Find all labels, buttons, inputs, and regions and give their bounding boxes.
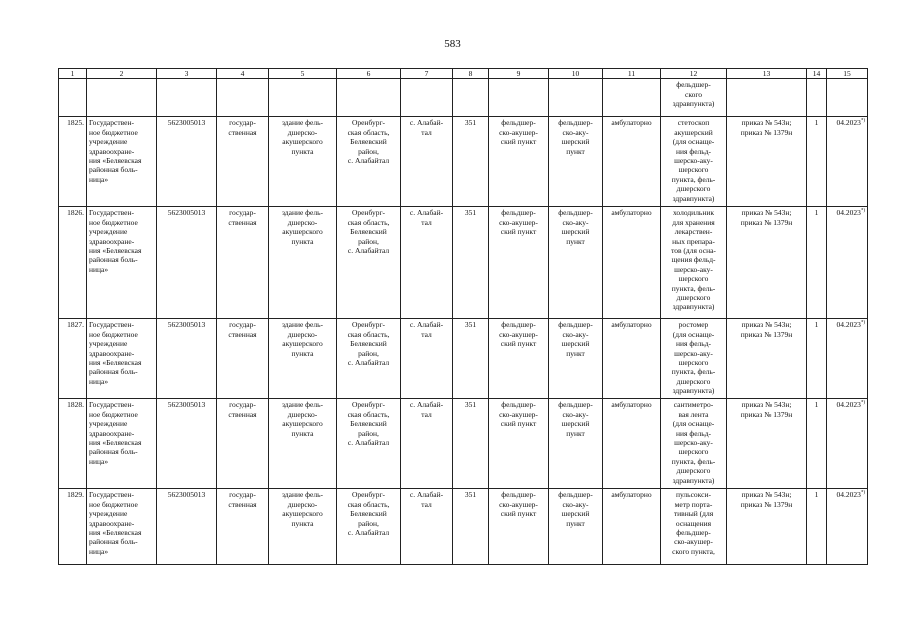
cell-order: приказ № 543н; приказ № 1379н — [727, 489, 807, 565]
footnote-mark: *) — [860, 320, 865, 326]
date-value: 04.2023 — [836, 320, 861, 330]
table-row — [59, 117, 868, 207]
cell-row-number: 1829. — [59, 489, 87, 565]
cell-building: здание фель- дшерско- акушерского пункта — [269, 319, 337, 399]
cell-locality: с. Алабай- тал — [401, 489, 453, 565]
cell-equipment: фельдшер- ского здравпункта) — [661, 79, 727, 117]
column-number: 6 — [337, 69, 401, 79]
cell-date — [827, 207, 868, 319]
cell-code: 351 — [453, 207, 489, 319]
column-number: 2 — [87, 69, 157, 79]
cell-quantity: 1 — [807, 489, 827, 565]
cell-building: здание фель- дшерско- акушерского пункта — [269, 489, 337, 565]
table-row — [59, 319, 868, 399]
cell-building: здание фель- дшерско- акушерского пункта — [269, 207, 337, 319]
cell-code: 351 — [453, 319, 489, 399]
table-row — [59, 489, 868, 565]
cell-unit-type: фельдшер- ско-аку- шерский пункт — [549, 207, 603, 319]
cell-building: здание фель- дшерско- акушерского пункта — [269, 117, 337, 207]
column-number: 5 — [269, 69, 337, 79]
cell-unit-type: фельдшер- ско-аку- шерский пункт — [549, 117, 603, 207]
cell-date — [827, 117, 868, 207]
cell-organization: Государствен- ное бюджетное учреждение здравоохране- ния «Беляевская районная боль- ница» — [87, 319, 157, 399]
cell-empty — [727, 79, 807, 117]
cell-care-form: амбулаторно — [603, 207, 661, 319]
cell-address: Оренбург- ская область, Беляевский район, с. Алабайтал — [337, 319, 401, 399]
cell-empty — [59, 79, 87, 117]
cell-organization: Государствен- ное бюджетное учреждение здравоохране- ния «Беляевская районная боль- ница» — [87, 207, 157, 319]
cell-empty — [807, 79, 827, 117]
date-value: 04.2023 — [836, 400, 861, 410]
cell-address: Оренбург- ская область, Беляевский район, с. Алабайтал — [337, 489, 401, 565]
column-number: 7 — [401, 69, 453, 79]
cell-unit-type: фельдшер- ско-аку- шерский пункт — [549, 489, 603, 565]
cell-unit: фельдшер- ско-акушер- ский пункт — [489, 117, 549, 207]
cell-quantity: 1 — [807, 319, 827, 399]
cell-quantity: 1 — [807, 399, 827, 489]
footnote-mark: *) — [860, 208, 865, 214]
cell-row-number: 1827. — [59, 319, 87, 399]
date-value: 04.2023 — [836, 118, 861, 128]
cell-ownership: государ- ственная — [217, 489, 269, 565]
column-number: 9 — [489, 69, 549, 79]
cell-empty — [401, 79, 453, 117]
footnote-mark: *) — [860, 118, 865, 124]
column-number: 4 — [217, 69, 269, 79]
cell-equipment: сантиметро- вая лента (для оснаще- ния фельд- шерско-аку- шерского пункта, фель- дшерского здравпункта) — [661, 399, 727, 489]
cell-unit: фельдшер- ско-акушер- ский пункт — [489, 399, 549, 489]
cell-date — [827, 399, 868, 489]
cell-inn: 5623005013 — [157, 489, 217, 565]
cell-date — [827, 489, 868, 565]
continuation-row — [59, 79, 868, 117]
cell-locality: с. Алабай- тал — [401, 207, 453, 319]
cell-date — [827, 319, 868, 399]
cell-organization: Государствен- ное бюджетное учреждение здравоохране- ния «Беляевская районная боль- ница» — [87, 399, 157, 489]
cell-inn: 5623005013 — [157, 117, 217, 207]
cell-inn: 5623005013 — [157, 207, 217, 319]
cell-quantity: 1 — [807, 117, 827, 207]
column-number: 8 — [453, 69, 489, 79]
cell-row-number: 1828. — [59, 399, 87, 489]
cell-equipment: холодильник для хранения лекарствен- ных препара- тов (для осна- щения фельд- шерско-аку- шерского пункта, фель- дшерского здравпункта) — [661, 207, 727, 319]
column-number: 11 — [603, 69, 661, 79]
column-number: 12 — [661, 69, 727, 79]
page-number: 583 — [444, 38, 461, 50]
cell-ownership: государ- ственная — [217, 117, 269, 207]
cell-code: 351 — [453, 117, 489, 207]
cell-order: приказ № 543н; приказ № 1379н — [727, 399, 807, 489]
cell-care-form: амбулаторно — [603, 319, 661, 399]
column-number-row — [59, 69, 868, 79]
date-value: 04.2023 — [836, 208, 861, 218]
registry-table — [58, 68, 868, 565]
cell-empty — [827, 79, 868, 117]
cell-empty — [603, 79, 661, 117]
cell-order: приказ № 543н; приказ № 1379н — [727, 319, 807, 399]
column-number: 1 — [59, 69, 87, 79]
cell-row-number: 1825. — [59, 117, 87, 207]
cell-inn: 5623005013 — [157, 319, 217, 399]
cell-empty — [87, 79, 157, 117]
column-number: 14 — [807, 69, 827, 79]
cell-locality: с. Алабай- тал — [401, 399, 453, 489]
cell-unit: фельдшер- ско-акушер- ский пункт — [489, 319, 549, 399]
cell-row-number: 1826. — [59, 207, 87, 319]
cell-order: приказ № 543н; приказ № 1379н — [727, 117, 807, 207]
cell-equipment: пульсокси- метр порта- тивный (для оснащения фельдшер- ско-акушер- ского пункта, — [661, 489, 727, 565]
cell-unit: фельдшер- ско-акушер- ский пункт — [489, 489, 549, 565]
cell-empty — [489, 79, 549, 117]
cell-inn: 5623005013 — [157, 399, 217, 489]
column-number: 10 — [549, 69, 603, 79]
cell-empty — [217, 79, 269, 117]
footnote-mark: *) — [860, 490, 865, 496]
cell-order: приказ № 543н; приказ № 1379н — [727, 207, 807, 319]
cell-address: Оренбург- ская область, Беляевский район, с. Алабайтал — [337, 399, 401, 489]
column-number: 15 — [827, 69, 868, 79]
cell-empty — [337, 79, 401, 117]
cell-empty — [453, 79, 489, 117]
cell-code: 351 — [453, 399, 489, 489]
cell-empty — [549, 79, 603, 117]
cell-equipment: стетоскоп акушерский (для оснаще- ния фельд- шерско-аку- шерского пункта, фель- дшерского здравпункта) — [661, 117, 727, 207]
cell-code: 351 — [453, 489, 489, 565]
cell-address: Оренбург- ская область, Беляевский район, с. Алабайтал — [337, 117, 401, 207]
cell-care-form: амбулаторно — [603, 117, 661, 207]
cell-equipment: ростомер (для оснаще- ния фельд- шерско-аку- шерского пункта, фель- дшерского здравпункта) — [661, 319, 727, 399]
column-number: 3 — [157, 69, 217, 79]
cell-locality: с. Алабай- тал — [401, 319, 453, 399]
cell-empty — [269, 79, 337, 117]
cell-care-form: амбулаторно — [603, 399, 661, 489]
cell-address: Оренбург- ская область, Беляевский район, с. Алабайтал — [337, 207, 401, 319]
column-number: 13 — [727, 69, 807, 79]
table-row — [59, 207, 868, 319]
cell-unit: фельдшер- ско-акушер- ский пункт — [489, 207, 549, 319]
table-row — [59, 399, 868, 489]
cell-care-form: амбулаторно — [603, 489, 661, 565]
cell-unit-type: фельдшер- ско-аку- шерский пункт — [549, 399, 603, 489]
cell-ownership: государ- ственная — [217, 319, 269, 399]
cell-building: здание фель- дшерско- акушерского пункта — [269, 399, 337, 489]
cell-unit-type: фельдшер- ско-аку- шерский пункт — [549, 319, 603, 399]
cell-locality: с. Алабай- тал — [401, 117, 453, 207]
cell-ownership: государ- ственная — [217, 399, 269, 489]
cell-empty — [157, 79, 217, 117]
date-value: 04.2023 — [836, 490, 861, 500]
cell-organization: Государствен- ное бюджетное учреждение здравоохране- ния «Беляевская районная боль- ница» — [87, 117, 157, 207]
footnote-mark: *) — [860, 400, 865, 406]
cell-organization: Государствен- ное бюджетное учреждение здравоохране- ния «Беляевская районная боль- ница» — [87, 489, 157, 565]
cell-ownership: государ- ственная — [217, 207, 269, 319]
cell-quantity: 1 — [807, 207, 827, 319]
